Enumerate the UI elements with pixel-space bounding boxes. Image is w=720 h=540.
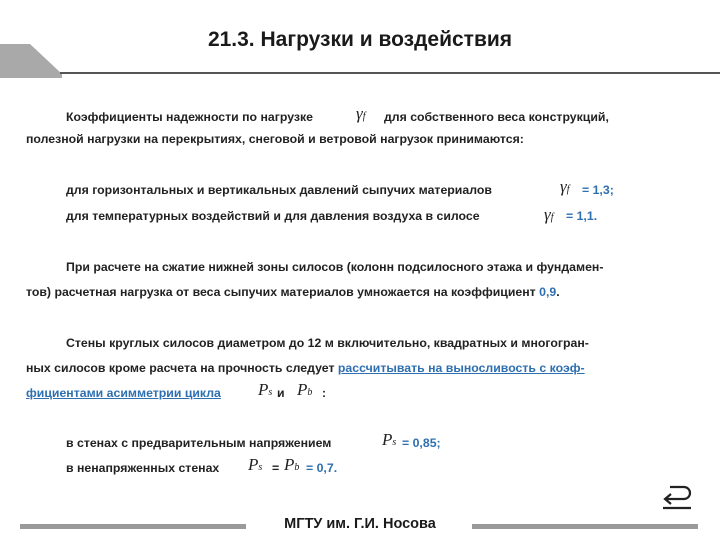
gamma-f-symbol-2: γf	[560, 177, 570, 196]
header-rule	[60, 72, 720, 74]
fatigue-link-part1[interactable]: рассчитывать на выносливость с коэф-	[337, 361, 585, 375]
p3-line2: ных силосов кроме расчета на прочность следует рассчитывать на выносливость с коэф-	[26, 361, 585, 375]
p3-line1: Стены круглых силосов диаметром до 12 м включительно, квадратных и многогран-	[66, 336, 589, 350]
bullet2-value: = 1,1.	[566, 209, 598, 223]
ps-symbol-3: Ps	[248, 455, 263, 474]
bullet1-text: для горизонтальных и вертикальных давлений сыпучих материалов	[66, 183, 492, 197]
return-arrow-icon[interactable]	[660, 482, 694, 510]
fatigue-link-part2[interactable]: фициентами асимметрии цикла	[26, 386, 221, 400]
gamma-f-symbol-1: γf	[356, 104, 366, 123]
gamma-f-symbol-3: γf	[544, 205, 554, 224]
bullet1-value: = 1,3;	[582, 183, 614, 197]
p1-line1-b: для собственного веса конструкций,	[384, 110, 609, 124]
p2-line2: тов) расчетная нагрузка от веса сыпучих материалов умножается на коэффициент 0,9.	[26, 285, 560, 299]
ps-symbol-2: Ps	[382, 430, 397, 449]
unstressed-value: = 0,7.	[306, 461, 338, 475]
bullet2-text: для температурных воздействий и для давления воздуха в силосе	[66, 209, 480, 223]
footer-text: МГТУ им. Г.И. Носова	[284, 516, 436, 532]
prestressed-value: = 0,85;	[402, 436, 441, 450]
equals-sign: =	[272, 461, 280, 475]
ps-symbol-1: Ps	[258, 380, 273, 399]
prestressed-text: в стенах с предварительным напряжением	[66, 436, 332, 450]
pb-symbol-1: Pb	[297, 380, 313, 399]
pb-symbol-2: Pb	[284, 455, 300, 474]
and-word: и	[277, 386, 285, 400]
p1-line1-a: Коэффициенты надежности по нагрузке	[66, 110, 314, 124]
slide-title: 21.3. Нагрузки и воздействия	[207, 28, 513, 51]
unstressed-text: в ненапряженных стенах	[66, 461, 220, 475]
p1-line2: полезной нагрузки на перекрытиях, снеговой и ветровой нагрузок принимаются:	[26, 132, 524, 146]
coef-value: 0,9	[539, 285, 557, 299]
colon: :	[322, 386, 327, 400]
p2-line1: При расчете на сжатие нижней зоны силосов (колонн подсилосного этажа и фундамен-	[66, 260, 604, 274]
